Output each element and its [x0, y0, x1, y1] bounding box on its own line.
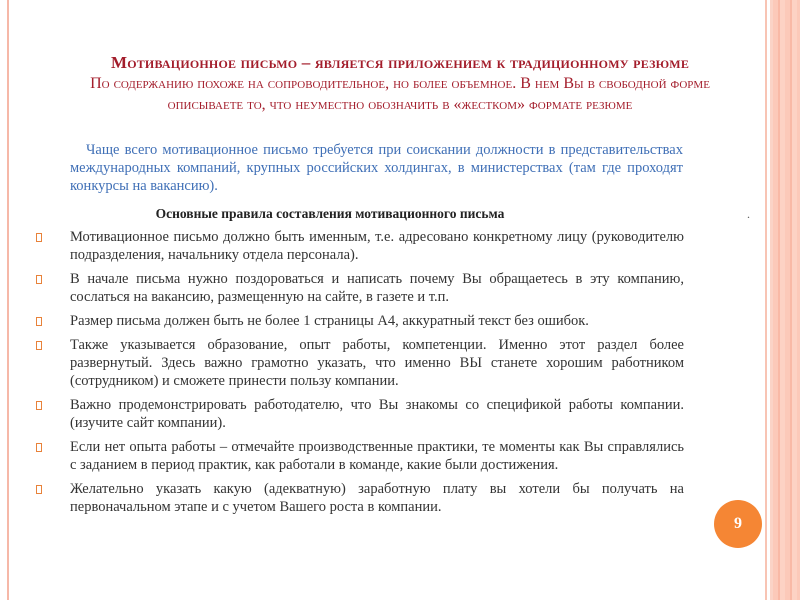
- intro-paragraph: Чаще всего мотивационное письмо требуется при соискании должности в представительствах международных компаний, крупных российских холдингах, в министерствах (там где проходят конкурсы на вакансию).: [70, 142, 683, 194]
- rules-list: [36, 228, 684, 522]
- rules-heading: Основные правила составления мотивационного письма: [155, 206, 505, 221]
- bullet-icon: [36, 485, 42, 494]
- rule-text: Желательно указать какую (адекватную) заработную плату вы хотели бы получать на первоначальном этапе и с учетом Вашего роста в компании.: [70, 481, 684, 515]
- rule-text: Важно продемонстрировать работодателю, что Вы знакомы со спецификой работы компании. (изучите сайт компании).: [70, 397, 684, 431]
- title-line-2: По содержанию похоже на сопроводительное, но более объемное. В нем Вы в свободной форме описываете то, что неуместно обозначить в «жестком» формате резюме: [90, 75, 710, 113]
- list-item: [36, 336, 684, 390]
- bullet-icon: [36, 317, 42, 326]
- title-line-1: Мотивационное письмо – является приложением к традиционному резюме: [110, 53, 690, 72]
- page-number-badge: 9: [714, 500, 762, 548]
- stray-mark: .: [747, 207, 750, 221]
- bullet-icon: [36, 443, 42, 452]
- rule-text: Также указывается образование, опыт работы, компетенции. Именно этот раздел более развернутый. Здесь важно грамотно указать, что именно ВЫ станете хорошим работником (сотрудником) и сможете принести пользу компании.: [70, 337, 684, 389]
- frame-right-line: [765, 0, 767, 600]
- rule-text: Мотивационное письмо должно быть именным, т.е. адресовано конкретному лицу (руководителю подразделения, начальнику отдела персонала).: [70, 229, 684, 263]
- list-item: [36, 396, 684, 432]
- rule-text: В начале письма нужно поздороваться и написать почему Вы обращаетесь в эту компанию, сослаться на вакансию, размещенную на сайте, в газете и т.п.: [70, 271, 684, 305]
- list-item: [36, 480, 684, 516]
- rule-text: Размер письма должен быть не более 1 страницы А4, аккуратный текст без ошибок.: [70, 313, 589, 329]
- bullet-icon: [36, 233, 42, 242]
- rule-text: Если нет опыта работы – отмечайте производственные практики, те моменты как Вы справлялись с заданием в период практик, как работали в команде, какие были достижения.: [70, 439, 684, 473]
- frame-left-line: [7, 0, 9, 600]
- list-item: [36, 438, 684, 474]
- list-item: [36, 228, 684, 264]
- bullet-icon: [36, 341, 42, 350]
- bullet-icon: [36, 401, 42, 410]
- list-item: [36, 312, 684, 330]
- bullet-icon: [36, 275, 42, 284]
- slide-title: [60, 52, 740, 115]
- frame-right-band: [773, 0, 800, 600]
- list-item: [36, 270, 684, 306]
